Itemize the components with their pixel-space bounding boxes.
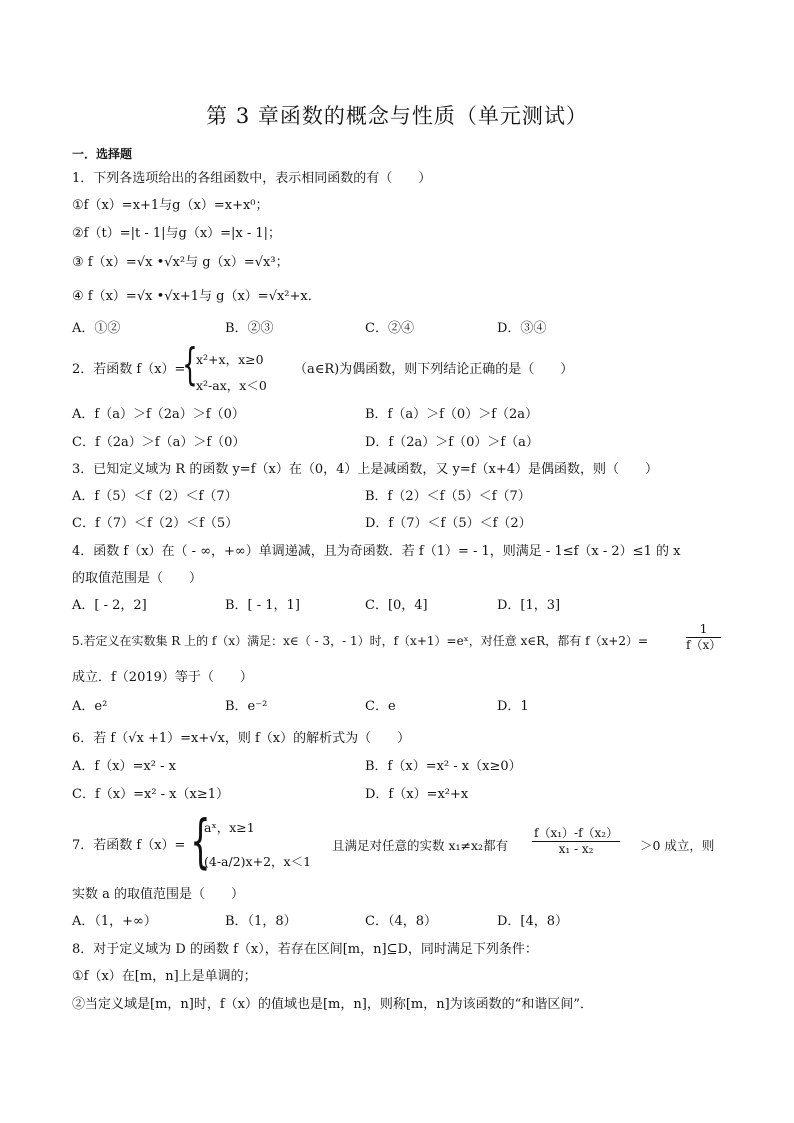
q5-option-b: B．e⁻² [225, 699, 268, 714]
q7-middle: 且满足对任意的实数 x₁≠x₂都有 [332, 838, 509, 853]
q1-item-4: ④ f（x）=√x •√x+1与 g（x）=√x²+x． [72, 289, 321, 304]
q8-condition-1: ①f（x）在[m，n]上是单调的； [72, 969, 257, 984]
q3-option-a: A．f（5）＜f（2）＜f（7） [72, 489, 238, 504]
q7-option-c: C．（4，8） [365, 914, 437, 929]
q2-option-b: B．f（a）＞f（0）＞f（2a） [365, 407, 539, 422]
q4-option-b: B．[ - 1，1] [225, 598, 300, 613]
q1-stem: 1．下列各选项给出的各组函数中，表示相同函数的有（ ） [72, 171, 432, 186]
q7-frac-numerator: f（x₁）-f（x₂） [534, 826, 619, 840]
q2-brace: { [182, 339, 198, 390]
q1-option-d: D．③④ [497, 321, 547, 336]
q2-case-1: x²+x，x≥0 [196, 352, 264, 367]
q2-option-a: A．f（a）＞f（2a）＞f（0） [72, 407, 245, 422]
q3-option-b: B．f（2）＜f（5）＜f（7） [365, 489, 531, 504]
q7-fraction [532, 826, 620, 857]
q5-option-a: A．e² [72, 699, 108, 714]
q1-item-2: ②f（t）=|t - 1|与g（x）=|x - 1|； [72, 226, 282, 241]
q6-option-a: A．f（x）=x² - x [72, 759, 176, 774]
q7-case-2: (4-a/2)x+2，x＜1 [204, 854, 312, 869]
q3-option-c: C．f（7）＜f（2）＜f（5） [72, 516, 239, 531]
q5-frac-numerator: 1 [686, 622, 721, 638]
q2-option-c: C．f（2a）＞f（a）＞f（0） [72, 435, 246, 450]
q5-option-c: C．e [365, 699, 396, 714]
q4-option-a: A．[ - 2，2] [72, 598, 147, 613]
q1-item-1: ①f（x）=x+1与g（x）=x+x⁰； [72, 198, 269, 213]
q5-stem-2: 成立．f（2019）等于（ ） [72, 670, 253, 685]
q4-stem-2: 的取值范围是（ ） [72, 571, 203, 586]
q1-option-b: B．②③ [225, 321, 274, 336]
q7-option-d: D．[4，8） [497, 914, 569, 929]
q2-case-2: x²-ax，x＜0 [196, 378, 267, 393]
section-heading: 一．选择题 [72, 147, 133, 161]
q2-option-d: D．f（2a）＞f（0）＞f（a） [365, 435, 539, 450]
q4-option-c: C．[0，4] [365, 598, 428, 613]
q1-item-3: ③ f（x）=√x •√x²与 g（x）=√x³； [72, 255, 289, 270]
q7-brace: { [190, 807, 211, 875]
q7-stem-2: 实数 a 的取值范围是（ ） [72, 887, 245, 902]
page-title: 第 3 章函数的概念与性质（单元测试） [206, 104, 588, 128]
q3-option-d: D．f（7）＜f（5）＜f（2） [365, 516, 532, 531]
q3-stem: 3．已知定义域为 R 的函数 y=f（x）在（0，4）上是减函数，又 y=f（x+4）是偶函数，则（ ） [72, 462, 659, 477]
q1-option-a: A．①② [72, 321, 121, 336]
q4-stem-1: 4．函数 f（x）在（ - ∞，+∞）单调递减，且为奇函数．若 f（1）= - 1，则满足 - 1≤f（x - 2）≤1 的 x [72, 544, 681, 559]
q7-frac-denominator: x₁ - x₂ [558, 842, 594, 856]
q2-prefix: 2．若函数 f（x）= [72, 362, 186, 377]
q6-option-d: D．f（x）=x²+x [365, 787, 469, 802]
q7-suffix: ＞0 成立，则 [640, 838, 715, 853]
q7-option-b: B．（1，8） [225, 914, 297, 929]
q6-option-b: B．f（x）=x² - x（x≥0） [365, 759, 522, 774]
q7-prefix: 7．若函数 f（x）= [72, 838, 186, 853]
q5-stem-1: 5.若定义在实数集 R 上的 f（x）满足：x∈（ - 3，- 1）时，f（x+1）=eˣ，对任意 x∈R，都有 f（x+2）= [72, 634, 649, 648]
q5-option-d: D．1 [497, 699, 529, 714]
q8-condition-2: ②当定义域是[m，n]时，f（x）的值域也是[m，n]，则称[m，n]为该函数的“和谐区间”． [72, 997, 593, 1012]
q7-case-1: aˣ，x≥1 [204, 820, 255, 835]
q5-frac-denominator: f（x） [686, 638, 722, 652]
q2-suffix: （a∈R)为偶函数，则下列结论正确的是（ ） [294, 362, 574, 377]
q7-option-a: A．（1，+∞） [72, 914, 157, 929]
q8-stem: 8．对于定义域为 D 的函数 f（x），若存在区间[m，n]⊆D，同时满足下列条件： [72, 942, 538, 957]
q4-option-d: D．[1，3] [497, 598, 561, 613]
q6-option-c: C．f（x）=x² - x（x≥1） [72, 787, 230, 802]
q1-option-c: C．②④ [365, 321, 414, 336]
q6-stem: 6．若 f（√x +1）=x+√x，则 f（x）的解析式为（ ） [72, 731, 411, 746]
q5-fraction [686, 622, 721, 653]
